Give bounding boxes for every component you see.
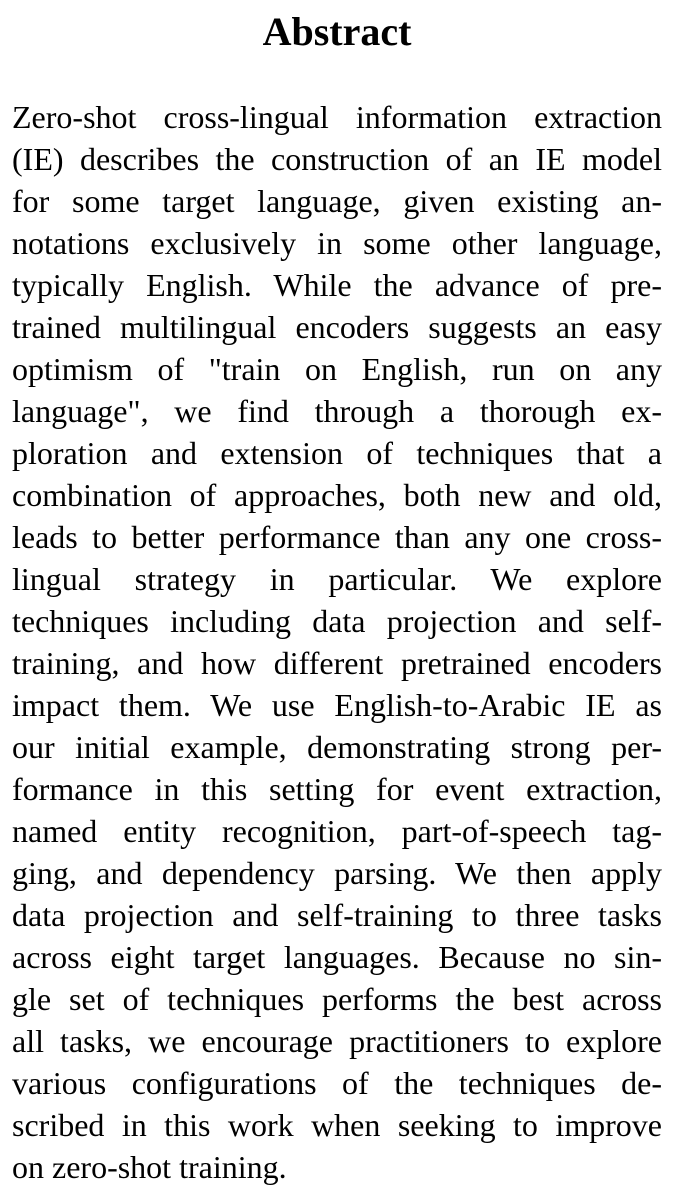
abstract-line: various configurations of the techniques de- — [12, 1065, 662, 1101]
abstract-line: gle set of techniques performs the best across — [12, 981, 662, 1017]
abstract-line: lingual strategy in particular. We explore — [12, 561, 662, 597]
abstract-line: optimism of "train on English, run on any — [12, 351, 662, 387]
abstract-line: on zero-shot training. — [12, 1149, 287, 1185]
abstract-heading: Abstract — [262, 9, 412, 54]
abstract-line: leads to better performance than any one cross- — [12, 519, 662, 555]
abstract-line: formance in this setting for event extraction, — [12, 771, 662, 807]
abstract-line: combination of approaches, both new and old, — [12, 477, 662, 513]
abstract-line: language", we find through a thorough ex- — [12, 393, 662, 429]
abstract-line: techniques including data projection and self- — [12, 603, 662, 639]
abstract-line: all tasks, we encourage practitioners to explore — [12, 1023, 662, 1059]
abstract-line: typically English. While the advance of pre- — [12, 267, 662, 303]
abstract-line: notations exclusively in some other language, — [12, 225, 662, 261]
abstract-line: for some target language, given existing an- — [12, 183, 662, 219]
abstract-line: Zero-shot cross-lingual information extraction — [12, 99, 662, 135]
abstract-line: ploration and extension of techniques that a — [12, 435, 662, 471]
abstract-line: named entity recognition, part-of-speech tag- — [12, 813, 662, 849]
abstract-section — [12, 0, 662, 1188]
abstract-line: our initial example, demonstrating strong per- — [12, 729, 662, 765]
abstract-line: training, and how different pretrained encoders — [12, 645, 662, 681]
abstract-line: impact them. We use English-to-Arabic IE as — [12, 687, 662, 723]
abstract-line: scribed in this work when seeking to improve — [12, 1107, 662, 1143]
abstract-line: trained multilingual encoders suggests an easy — [12, 309, 662, 345]
abstract-line: (IE) describes the construction of an IE model — [12, 141, 662, 177]
abstract-body — [12, 96, 662, 1188]
abstract-line: across eight target languages. Because no sin- — [12, 939, 662, 975]
abstract-line: ging, and dependency parsing. We then apply — [12, 855, 662, 891]
abstract-line: data projection and self-training to three tasks — [12, 897, 662, 933]
